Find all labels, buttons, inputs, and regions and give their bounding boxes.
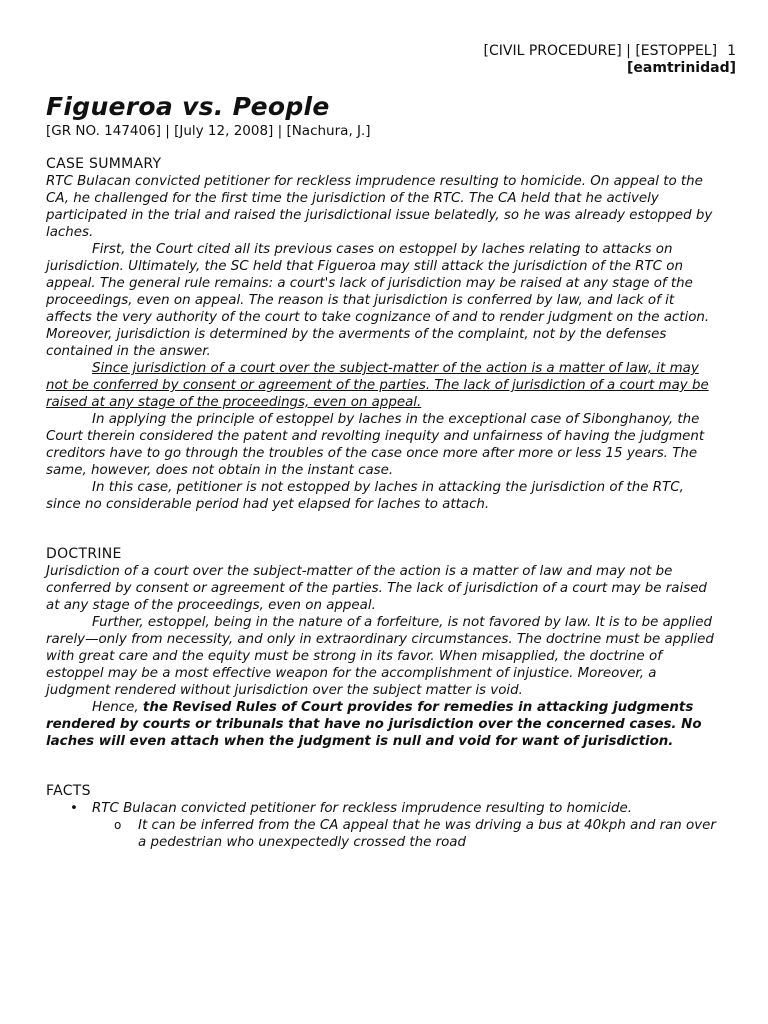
page-header — [484, 43, 737, 77]
case-summary-paragraph: In applying the principle of estoppel by laches in the exceptional case of Sibonghanoy, the Court therein considered the patent and revolting inequity and unfairness of having the judgment creditors have to go through the troubles of the case once more after more or less 15 years. The same, however, does not obtain in the instant case. — [46, 412, 705, 478]
doctrine-paragraph — [46, 699, 722, 750]
doctrine-heading: DOCTRINE — [46, 546, 122, 562]
document-body — [46, 156, 722, 851]
doctrine-paragraph: Jurisdiction of a court over the subject-matter of the action is a matter of law and may not be conferred by consent or agreement of the parties. The lack of jurisdiction of a court may be raised at any stage of the proceedings, even on appeal. — [46, 564, 707, 613]
doctrine-lead-text: Hence, — [92, 700, 143, 715]
section-spacer — [46, 513, 722, 546]
list-item — [92, 817, 722, 851]
case-summary-heading: CASE SUMMARY — [46, 156, 162, 172]
facts-sublist — [92, 817, 722, 851]
doctrine-paragraph: Further, estoppel, being in the nature of a forfeiture, is not favored by law. It is to be applied rarely—only from necessity, and only in extraordinary circumstances. The doctrine must be applied with great care and the equity must be strong in its favor. When misapplied, the doctrine of estoppel may be a most effective weapon for the accomplishment of injustice. Moreover, a judgment rendered without jurisdiction over the subject matter is void. — [46, 615, 714, 698]
case-title: Figueroa vs. People — [46, 92, 330, 121]
bullet-icon: • — [70, 801, 78, 816]
header-author: [eamtrinidad] — [627, 60, 736, 76]
page-number: 1 — [727, 43, 736, 59]
fact-text: RTC Bulacan convicted petitioner for reckless imprudence resulting to homicide. — [92, 801, 633, 816]
facts-list — [46, 800, 722, 851]
case-summary-underlined-paragraph: Since jurisdiction of a court over the subject-matter of the action is a matter of law, it may not be conferred by consent or agreement of the parties. The lack of jurisdiction of a court may be raised at any stage of the proceedings, even on appeal. — [46, 361, 709, 410]
case-summary-paragraph: In this case, petitioner is not estopped by laches in attacking the jurisdiction of the RTC, since no considerable period had yet elapsed for laches to attach. — [46, 480, 684, 512]
facts-heading: FACTS — [46, 783, 91, 799]
case-summary-paragraph: First, the Court cited all its previous cases on estoppel by laches relating to attacks on jurisdiction. Ultimately, the SC held that Figueroa may still attack the jurisdiction of the RTC on appeal. The general rule remains: a court's lack of jurisdiction may be raised at any stage of the proceedings, even on appeal. The reason is that jurisdiction is conferred by law, and lack of it affects the very authority of the court to take cognizance of and to render judgment on the action. Moreover, jurisdiction is determined by the averments of the complaint, not by the defenses contained in the answer. — [46, 242, 710, 359]
list-item — [46, 800, 722, 851]
sub-fact-text: It can be inferred from the CA appeal that he was driving a bus at 40kph and ran over a pedestrian who unexpectedly crossed the road — [138, 818, 716, 850]
sub-bullet-icon: o — [114, 818, 122, 832]
case-citation: [GR NO. 147406] | [July 12, 2008] | [Nachura, J.] — [46, 123, 371, 139]
doctrine-bold-text: the Revised Rules of Court provides for remedies in attacking judgments rendered by courts or tribunals that have no jurisdiction over the concerned cases. No laches will even attach when the judgment is null and void for want of jurisdiction. — [46, 700, 702, 749]
case-summary-paragraph: RTC Bulacan convicted petitioner for reckless imprudence resulting to homicide. On appeal to the CA, he challenged for the first time the jurisdiction of the RTC. The CA held that he actively participated in the trial and raised the jurisdictional issue belatedly, so he was already estopped by laches. — [46, 174, 713, 240]
section-spacer — [46, 750, 722, 783]
header-subject: [CIVIL PROCEDURE] | [ESTOPPEL] — [483, 43, 718, 59]
